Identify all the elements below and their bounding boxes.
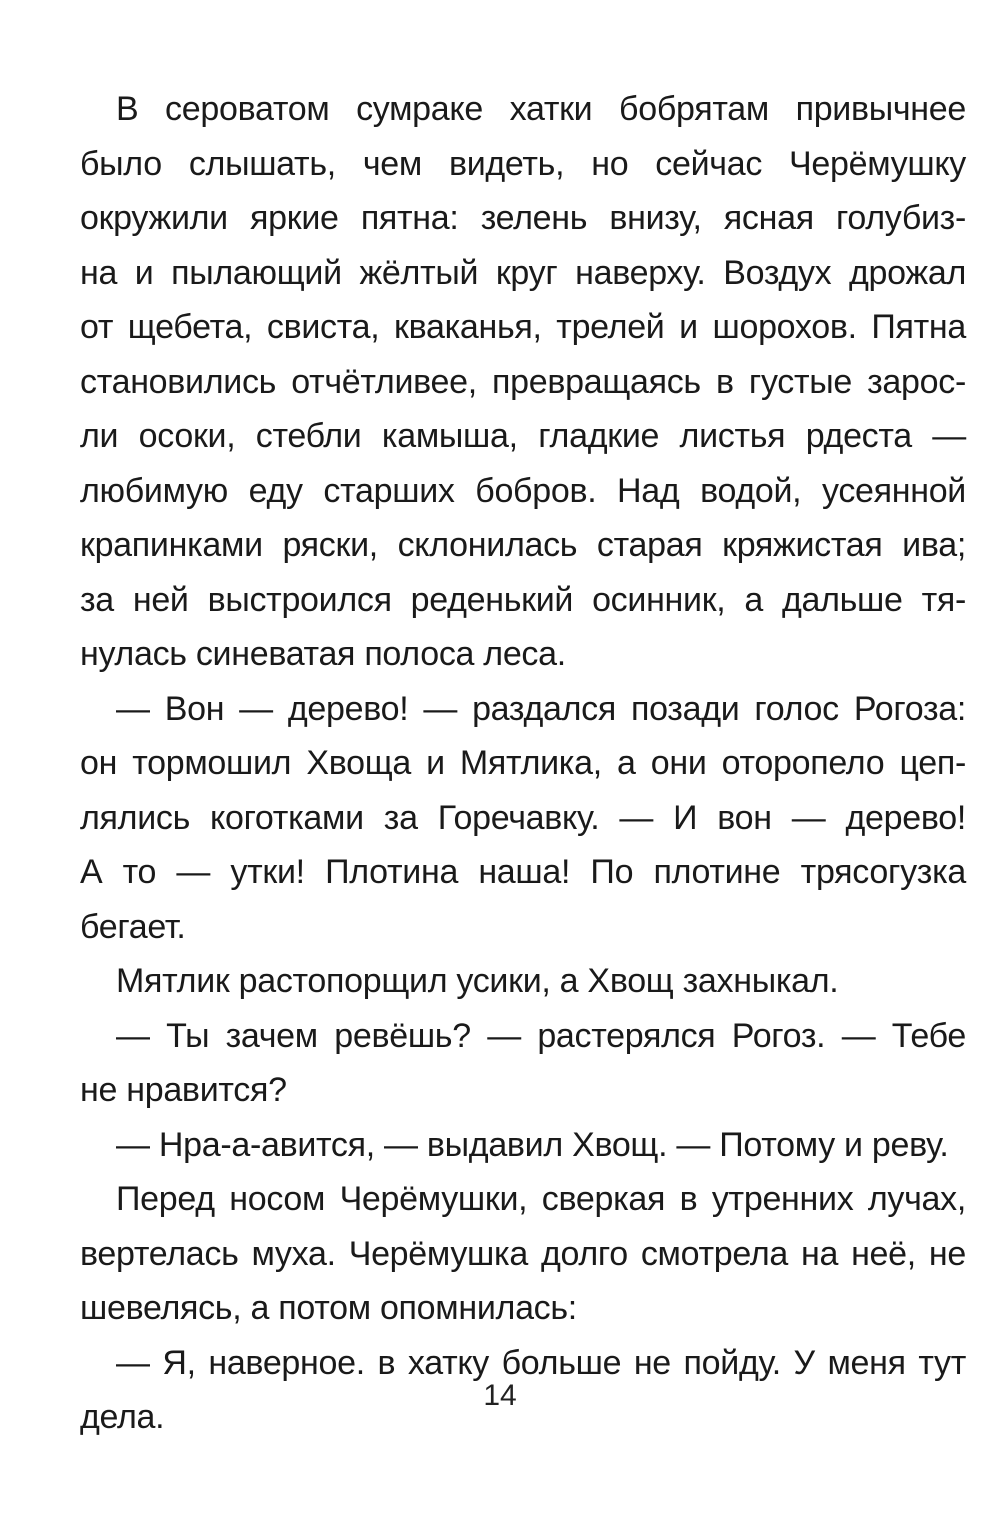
- text-line: на и пылающий жёлтый круг наверху. Воздух дрожал: [80, 253, 966, 292]
- paragraph: [80, 1009, 966, 1118]
- text-line: бегает.: [80, 907, 186, 946]
- text-line: не нравится?: [80, 1071, 287, 1109]
- text-line: было слышать, чем видеть, но сейчас Черёмушку: [80, 144, 966, 183]
- text-line: за ней выстроился реденький осинник, а дальше тя-: [80, 580, 966, 619]
- text-line: он тормошил Хвоща и Мятлика, а они оторопело цеп-: [80, 744, 966, 782]
- text-line: — Ты зачем ревёшь? — растерялся Рогоз. — Тебе: [116, 1016, 966, 1055]
- text-line: от щебета, свиста, кваканья, трелей и шорохов. Пятна: [80, 308, 966, 346]
- paragraph: [80, 82, 966, 682]
- text-line: — Вон — дерево! — раздался позади голос Рогоза:: [116, 689, 966, 728]
- text-line: — Нра-а-авится, — выдавил Хвощ. — Потому и реву.: [116, 1125, 949, 1164]
- text-line: ли осоки, стебли камыша, гладкие листья рдеста —: [80, 417, 966, 455]
- text-line: становились отчётливее, превращаясь в густые зарос-: [80, 362, 966, 401]
- text-line: В сероватом сумраке хатки бобрятам привычнее: [116, 90, 966, 128]
- text-line: нулась синеватая полоса леса.: [80, 635, 566, 673]
- paragraph: [80, 1172, 966, 1336]
- paragraph: [80, 1118, 966, 1173]
- paragraph: [80, 954, 966, 1009]
- text-line: вертелась муха. Черёмушка долго смотрела на неё, не: [80, 1234, 966, 1273]
- text-line: А то — утки! Плотина наша! По плотине трясогузка: [80, 853, 966, 891]
- text-line: крапинками ряски, склонилась старая кряжистая ива;: [80, 526, 966, 564]
- paragraph: [80, 682, 966, 955]
- text-line: шевелясь, а потом опомнилась:: [80, 1289, 577, 1327]
- text-line: лялись коготками за Горечавку. — И вон — дерево!: [80, 798, 966, 837]
- text-line: окружили яркие пятна: зелень внизу, ясная голубиз-: [80, 199, 966, 237]
- text-line: — Я, наверное. в хатку больше не пойду. У меня тут: [116, 1343, 966, 1382]
- text-line: Мятлик растопорщил усики, а Хвощ захныкал.: [116, 962, 839, 1000]
- page-number: 14: [483, 1379, 517, 1412]
- text-line: Перед носом Черёмушки, сверкая в утренних лучах,: [116, 1180, 966, 1218]
- page-body: [80, 82, 966, 1445]
- text-line: дела.: [80, 1398, 165, 1436]
- text-line: любимую еду старших бобров. Над водой, усеянной: [80, 471, 966, 510]
